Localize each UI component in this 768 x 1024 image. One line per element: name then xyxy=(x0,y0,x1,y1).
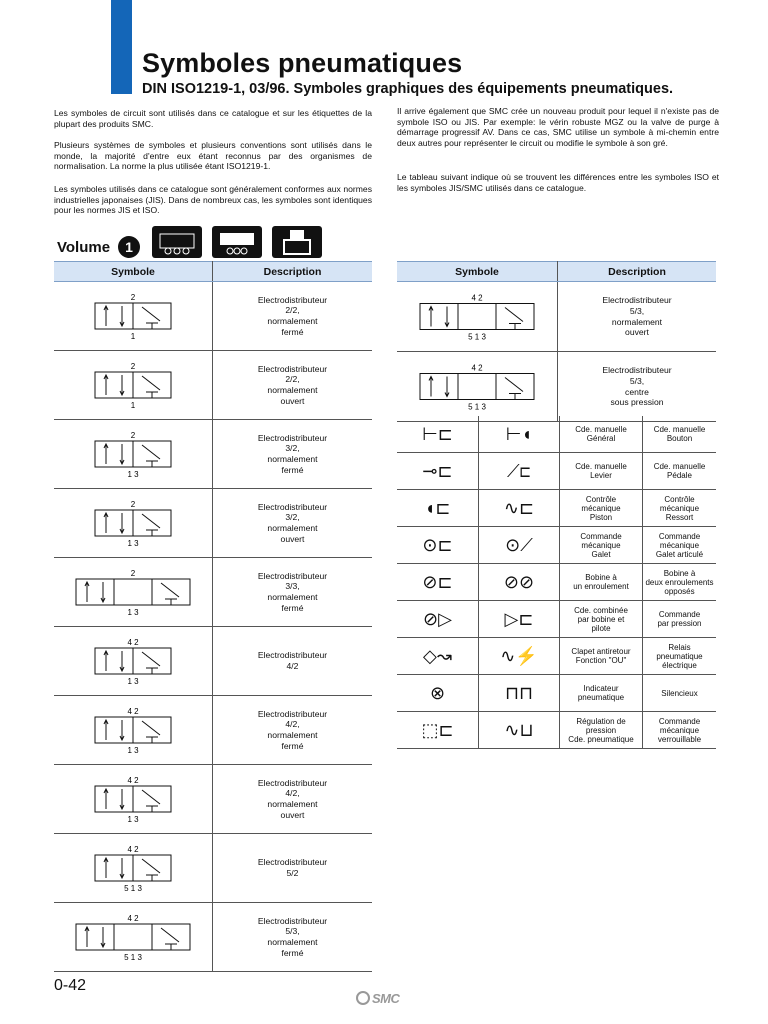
symbol-row xyxy=(54,282,372,351)
description-cell: Electrodistributeur 4/2, normalement ouvert xyxy=(213,765,373,834)
right-symbol-table xyxy=(397,261,716,422)
actuator-symbol-icon: ⊢⊏ xyxy=(397,416,479,453)
actuator-row xyxy=(397,712,716,749)
actuator-description: Clapet antiretour Fonction "OU" xyxy=(560,638,643,675)
actuator-symbol-icon: ▷⊏ xyxy=(479,601,560,638)
symbol-cell xyxy=(54,765,213,834)
symbol-row xyxy=(397,282,716,352)
description-cell: Electrodistributeur 5/3, centre sous pression xyxy=(558,352,717,422)
symbol-cell xyxy=(397,282,558,352)
actuator-description: Contrôle mécanique Piston xyxy=(560,490,643,527)
symbol-row xyxy=(54,765,372,834)
header-symbole: Symbole xyxy=(54,262,213,282)
actuator-symbol-icon: ⟋⊏ xyxy=(479,453,560,490)
description-cell: Electrodistributeur 2/2, normalement fermé xyxy=(213,282,373,351)
symbol-row xyxy=(54,834,372,903)
symbol-cell xyxy=(54,696,213,765)
symbol-cell xyxy=(54,282,213,351)
svg-text:1: 1 xyxy=(130,332,136,341)
valve-symbol-icon xyxy=(58,630,208,692)
actuator-description: Régulation de pression Cde. pneumatique xyxy=(560,712,643,749)
actuator-symbol-icon: ⊗ xyxy=(397,675,479,712)
smc-logo xyxy=(355,990,415,1006)
actuator-description: Cde. manuelle Levier xyxy=(560,453,643,490)
actuator-symbol-icon: ⊘▷ xyxy=(397,601,479,638)
actuator-symbol-icon: ⊘⊏ xyxy=(397,564,479,601)
actuator-description: Commande mécanique Galet xyxy=(560,527,643,564)
actuator-symbol-icon: ⊙⟋ xyxy=(479,527,560,564)
header-symbole-right: Symbole xyxy=(397,262,558,282)
svg-text:5 1 3: 5 1 3 xyxy=(124,884,142,893)
description-cell: Electrodistributeur 5/3, normalement ouvert xyxy=(558,282,717,352)
svg-text:2: 2 xyxy=(130,362,136,371)
symbol-cell xyxy=(54,903,213,972)
actuator-row xyxy=(397,416,716,453)
accent-bar xyxy=(111,0,132,94)
valve-symbol-icon xyxy=(58,837,208,899)
symbol-cell xyxy=(54,420,213,489)
actuator-symbol-icon: ◖⊏ xyxy=(397,490,479,527)
symbol-row xyxy=(54,558,372,627)
actuator-row xyxy=(397,638,716,675)
svg-text:4 2: 4 2 xyxy=(471,363,483,373)
actuator-row xyxy=(397,527,716,564)
valve-symbol-icon xyxy=(58,906,208,968)
svg-text:2: 2 xyxy=(130,500,136,509)
actuator-description: Contrôle mécanique Ressort xyxy=(643,490,717,527)
svg-text:1: 1 xyxy=(130,401,136,410)
symbol-cell xyxy=(54,834,213,903)
actuator-row xyxy=(397,601,716,638)
svg-text:5 1 3: 5 1 3 xyxy=(124,953,142,962)
header-description: Description xyxy=(213,262,373,282)
svg-text:4 2: 4 2 xyxy=(471,293,483,303)
page-number: 0-42 xyxy=(54,977,87,994)
svg-text:4 2: 4 2 xyxy=(127,776,139,785)
description-cell: Electrodistributeur 3/2, normalement fermé xyxy=(213,420,373,489)
actuator-symbol-icon: ⊸⊏ xyxy=(397,453,479,490)
symbol-row xyxy=(54,696,372,765)
valve-symbol-icon xyxy=(58,354,208,416)
svg-text:1 3: 1 3 xyxy=(127,470,139,479)
actuator-description: Cde. combinée par bobine et pilote xyxy=(560,601,643,638)
svg-text:1 3: 1 3 xyxy=(127,815,139,824)
product-icon-1 xyxy=(152,226,202,258)
svg-text:1 3: 1 3 xyxy=(127,539,139,548)
description-cell: Electrodistributeur 4/2, normalement fermé xyxy=(213,696,373,765)
svg-text:SMC: SMC xyxy=(372,991,400,1006)
symbol-cell xyxy=(54,558,213,627)
actuator-description: Silencieux xyxy=(643,675,717,712)
valve-symbol-icon xyxy=(58,492,208,554)
actuator-description: Cde. manuelle Général xyxy=(560,416,643,453)
svg-text:5 1 3: 5 1 3 xyxy=(468,332,486,342)
svg-text:1 3: 1 3 xyxy=(127,608,139,617)
svg-text:1 3: 1 3 xyxy=(127,746,139,755)
product-icon-3 xyxy=(272,226,322,258)
description-cell: Electrodistributeur 5/2 xyxy=(213,834,373,903)
svg-text:4 2: 4 2 xyxy=(127,914,139,923)
intro-left-3: Les symboles utilisés dans ce catalogue sont généralement conformes aux normes industrielles japonaises (JIS). Dans de nombreux cas, les symboles sont identiques pour les normes JIS et ISO. xyxy=(54,184,372,216)
actuator-symbol-icon: ⊢◖ xyxy=(479,416,560,453)
actuator-description: Cde. manuelle Pédale xyxy=(643,453,717,490)
svg-text:5 1 3: 5 1 3 xyxy=(468,402,486,412)
actuator-symbol-icon: ◇↝ xyxy=(397,638,479,675)
actuator-row xyxy=(397,675,716,712)
volume-label: Volume xyxy=(57,239,111,256)
actuator-symbol-icon: ∿⊔ xyxy=(479,712,560,749)
description-cell: Electrodistributeur 2/2, normalement ouvert xyxy=(213,351,373,420)
actuator-symbol-icon: ⊙⊏ xyxy=(397,527,479,564)
svg-text:2: 2 xyxy=(130,431,136,440)
actuator-symbol-icon: ∿⚡ xyxy=(479,638,560,675)
symbol-row xyxy=(54,351,372,420)
symbol-row xyxy=(54,627,372,696)
page-title: Symboles pneumatiques xyxy=(142,48,463,78)
symbol-row xyxy=(54,420,372,489)
valve-symbol-icon xyxy=(58,699,208,761)
actuator-description: Bobine à un enroulement xyxy=(560,564,643,601)
symbol-cell xyxy=(54,351,213,420)
actuator-symbol-icon: ⊓⊓ xyxy=(479,675,560,712)
description-cell: Electrodistributeur 4/2 xyxy=(213,627,373,696)
product-icon-2 xyxy=(212,226,262,258)
symbol-row xyxy=(54,903,372,972)
description-cell: Electrodistributeur 3/2, normalement ouvert xyxy=(213,489,373,558)
valve-symbol-icon xyxy=(402,285,552,348)
actuator-description: Relais pneumatique électrique xyxy=(643,638,717,675)
valve-symbol-icon xyxy=(402,355,552,418)
valve-symbol-icon xyxy=(58,768,208,830)
svg-text:2: 2 xyxy=(130,293,136,302)
svg-text:2: 2 xyxy=(130,569,136,578)
left-symbol-table xyxy=(54,261,372,972)
intro-left-1: Les symboles de circuit sont utilisés dans ce catalogue et sur les étiquettes de la plupart des produits SMC. xyxy=(54,108,372,129)
description-cell: Electrodistributeur 5/3, normalement fermé xyxy=(213,903,373,972)
svg-text:4 2: 4 2 xyxy=(127,638,139,647)
intro-right-2: Le tableau suivant indique où se trouvent les différences entre les symboles ISO et les symboles JIS/SMC utilisés dans ce catalogue. xyxy=(397,172,719,193)
valve-symbol-icon xyxy=(58,423,208,485)
valve-symbol-icon xyxy=(58,561,208,623)
svg-text:4 2: 4 2 xyxy=(127,845,139,854)
actuator-symbol-icon: ⊘⊘ xyxy=(479,564,560,601)
symbol-cell xyxy=(54,627,213,696)
page-subtitle: DIN ISO1219-1, 03/96. Symboles graphiques des équipements pneumatiques. xyxy=(142,81,674,97)
actuator-description: Commande mécanique verrouillable xyxy=(643,712,717,749)
intro-left-2: Plusieurs systèmes de symboles et plusieurs conventions sont utilisés dans le monde, la majorité d'entre eux étant reconnus par des organismes de normalisation. La norme la plus utilisée étant ISO1219-1. xyxy=(54,140,372,172)
actuator-description: Bobine à deux enroulements opposés xyxy=(643,564,717,601)
svg-text:1 3: 1 3 xyxy=(127,677,139,686)
actuator-row xyxy=(397,490,716,527)
valve-symbol-icon xyxy=(58,285,208,347)
intro-right-1: Il arrive également que SMC crée un nouveau produit pour lequel il n'existe pas de symbole ISO ou JIS. Par exemple: le vérin robuste MGZ ou la valve de purge à démarrage progressif AV. Dans ce cas, SMC utilise un symbole à mi-chemin entre deux autres pour représenter le circuit ou modifie le symbole à son gré. xyxy=(397,106,719,148)
actuator-description: Indicateur pneumatique xyxy=(560,675,643,712)
symbol-cell xyxy=(397,352,558,422)
symbol-row xyxy=(397,352,716,422)
header-description-right: Description xyxy=(558,262,717,282)
actuator-row xyxy=(397,564,716,601)
actuator-description: Commande mécanique Galet articulé xyxy=(643,527,717,564)
svg-text:4 2: 4 2 xyxy=(127,707,139,716)
actuator-symbol-icon: ⬚⊏ xyxy=(397,712,479,749)
actuator-symbol-icon: ∿⊏ xyxy=(479,490,560,527)
actuator-description: Cde. manuelle Bouton xyxy=(643,416,717,453)
volume-number: 1 xyxy=(118,236,140,258)
actuator-symbol-table xyxy=(397,416,716,749)
description-cell: Electrodistributeur 3/3, normalement fermé xyxy=(213,558,373,627)
symbol-row xyxy=(54,489,372,558)
symbol-cell xyxy=(54,489,213,558)
actuator-description: Commande par pression xyxy=(643,601,717,638)
actuator-row xyxy=(397,453,716,490)
